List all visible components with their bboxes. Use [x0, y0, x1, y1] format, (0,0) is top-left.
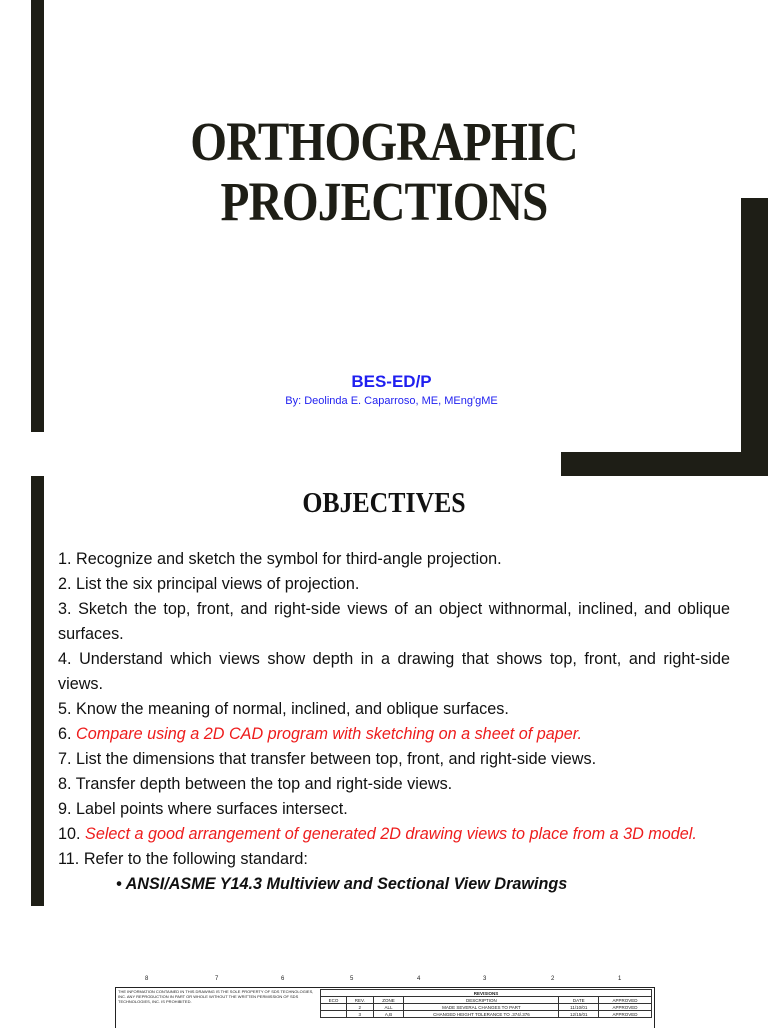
table-header: DESCRIPTION — [404, 997, 559, 1004]
slide-title — [54, 112, 714, 232]
objectives-list — [58, 547, 730, 897]
table-header: ECO — [321, 997, 347, 1004]
title-slide — [0, 0, 768, 476]
revisions-table — [320, 989, 652, 1018]
list-item: 4. Understand which views show depth in a drawing that shows top, front, and right-side views. — [58, 650, 730, 693]
list-item: 11. Refer to the following standard: — [58, 850, 308, 868]
revisions-title: REVISIONS — [321, 990, 652, 997]
zone-number: 2 — [551, 976, 555, 982]
left-accent-bar — [31, 476, 44, 906]
table-header: APPROVED — [599, 997, 652, 1004]
zone-number: 8 — [145, 976, 149, 982]
left-accent-bar — [31, 0, 44, 432]
list-item: 1. Recognize and sketch the symbol for third-angle projection. — [58, 550, 502, 568]
sheet-border — [115, 987, 655, 1028]
title-line-2: PROJECTIONS — [220, 171, 548, 232]
table-header: REV. — [347, 997, 374, 1004]
objectives-heading: OBJECTIVES — [302, 488, 466, 519]
drawing-sheet-thumbnail — [115, 976, 655, 1024]
zone-number: 7 — [215, 976, 219, 982]
zone-number: 1 — [618, 976, 622, 982]
list-item: 8. Transfer depth between the top and right-side views. — [58, 775, 453, 793]
table-row: 2 ALL MADE SEVERAL CHANGES TO PART 11/10/01 APPROVED — [321, 1004, 652, 1011]
title-line-1: ORTHOGRAPHIC — [190, 111, 578, 172]
zone-scale — [115, 976, 655, 986]
corner-bracket-vertical — [741, 198, 768, 476]
zone-number: 3 — [483, 976, 487, 982]
table-header: DATE — [559, 997, 599, 1004]
proprietary-note: THE INFORMATION CONTAINED IN THIS DRAWING IS THE SOLE PROPERTY OF SDS TECHNOLOGIES, INC. ANY REPRODUCTION IN PART OR WHOLE WITHOUT THE WRITTEN PERMISSION OF SDS TECHNOLOGIES, INC. IS PROHIBITED. — [118, 989, 314, 1004]
table-row: 3 A,B CHANGED HEIGHT TOLERANCE TO .374/.376 12/15/01 APPROVED — [321, 1011, 652, 1018]
list-item: 10. Select a good arrangement of generated 2D drawing views to place from a 3D model. — [58, 825, 697, 843]
corner-bracket-horizontal — [561, 452, 768, 476]
list-item: 7. List the dimensions that transfer between top, front, and right-side views. — [58, 750, 597, 768]
list-item: 2. List the six principal views of projection. — [58, 575, 360, 593]
zone-number: 4 — [417, 976, 421, 982]
objectives-slide — [0, 476, 768, 1024]
course-code: BES-ED/P — [351, 372, 432, 391]
list-item: 5. Know the meaning of normal, inclined, and oblique surfaces. — [58, 700, 509, 718]
table-header: ZONE — [373, 997, 404, 1004]
list-item: 6. Compare using a 2D CAD program with sketching on a sheet of paper. — [58, 725, 582, 743]
zone-number: 5 — [350, 976, 354, 982]
standard-reference: • ANSI/ASME Y14.3 Multiview and Sectional View Drawings — [116, 875, 568, 893]
list-item: 3. Sketch the top, front, and right-side views of an object withnormal, inclined, and oblique surfaces. — [58, 600, 730, 643]
list-item: 9. Label points where surfaces intersect. — [58, 800, 348, 818]
author-byline: By: Deolinda E. Caparroso, ME, MEng'gME — [285, 395, 498, 407]
zone-number: 6 — [281, 976, 285, 982]
